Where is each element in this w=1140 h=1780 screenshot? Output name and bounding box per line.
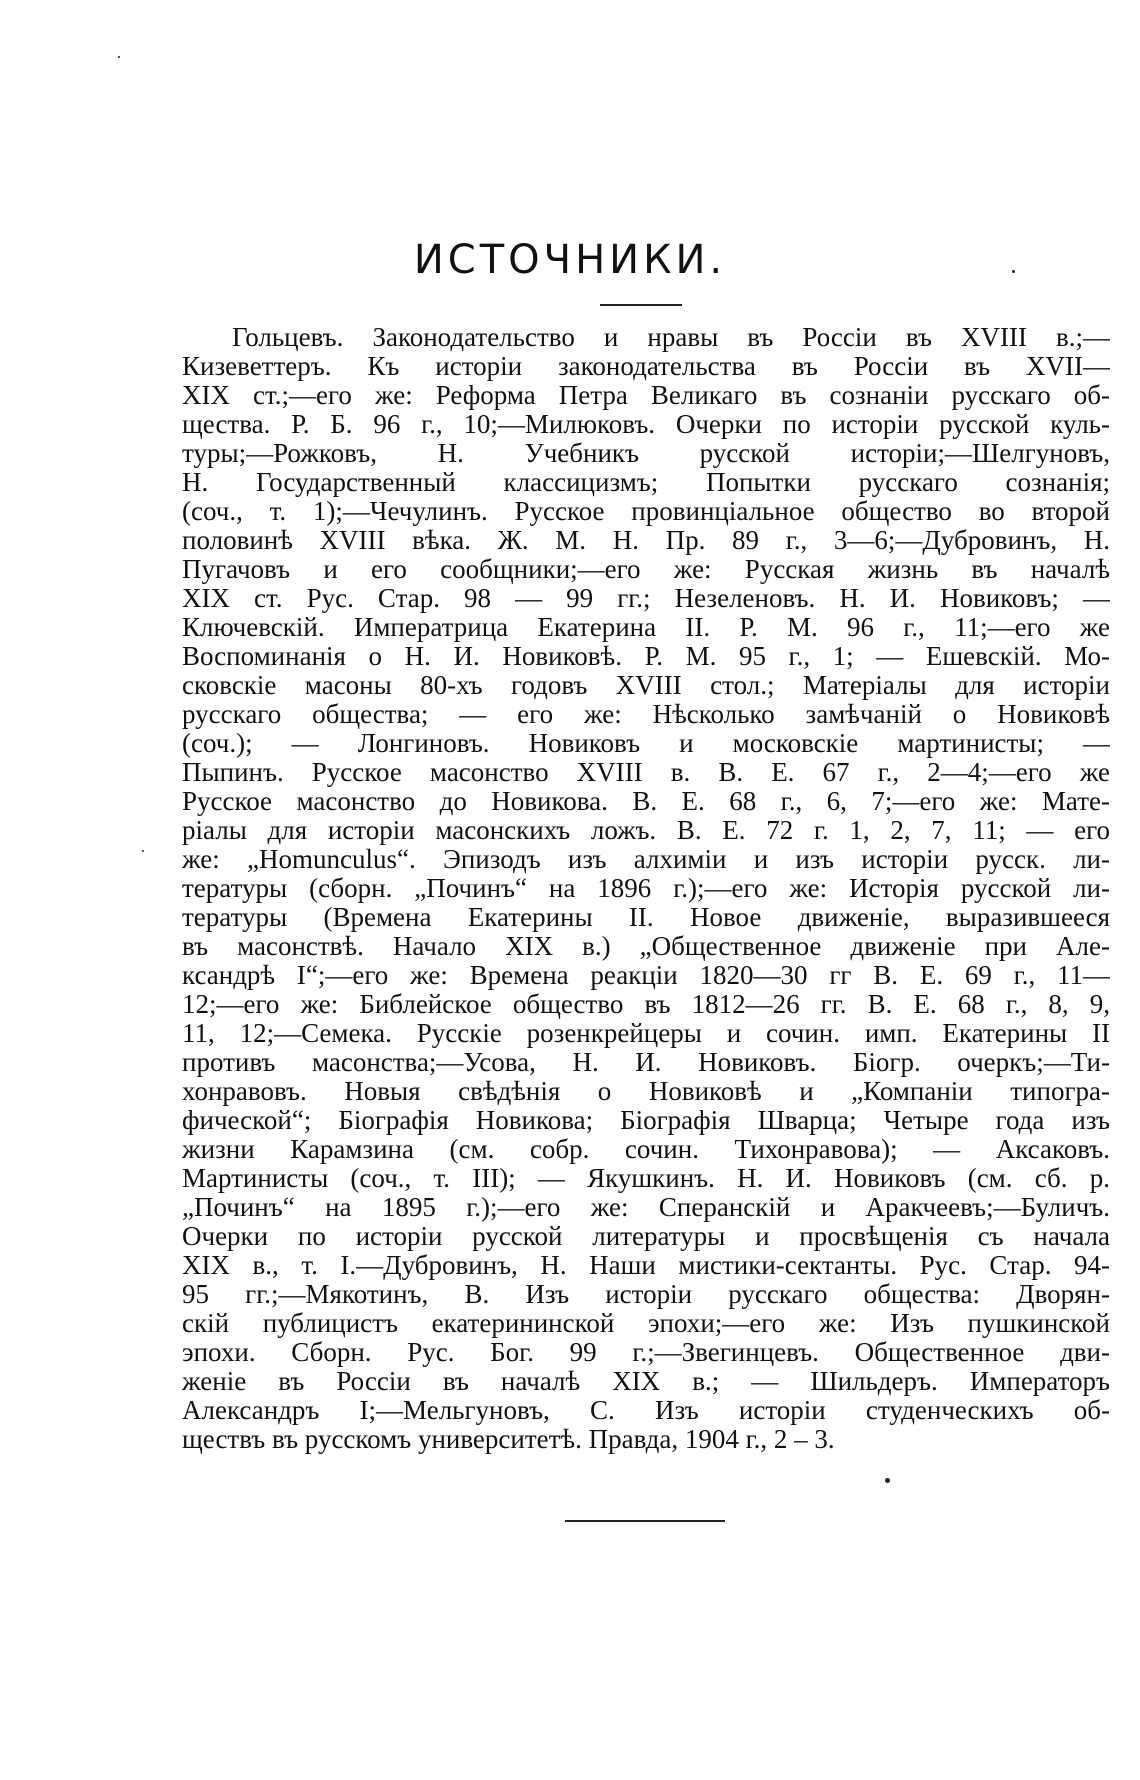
text-line: „Починъ“ на 1895 г.);—его же: Сперанскій и Аракчеевъ;—Буличъ. — [182, 1192, 1110, 1222]
text-line: ществъ въ русскомъ университетѣ. Правда, 1904 г., 2 – 3. — [182, 1424, 835, 1454]
closing-rule — [565, 1520, 725, 1522]
text-line: Кизеветтеръ. Къ исторіи законодательства въ Россіи въ XVII— — [182, 351, 1110, 381]
text-line: Н. Государственный классицизмъ; Попытки русскаго сознанія; — [182, 467, 1110, 497]
text-line: фической“; Біографія Новикова; Біографія Шварца; Четыре года изъ — [182, 1105, 1110, 1135]
text-line: Пыпинъ. Русское масонство XVIII в. В. Е. 67 г., 2—4;—его же — [182, 757, 1110, 787]
text-line: Ключевскій. Императрица Екатерина II. Р. М. 96 г., 11;—его же — [182, 612, 1110, 642]
print-speck — [142, 850, 144, 852]
text-line: скій публицистъ екатерининской эпохи;—его же: Изъ пушкинской — [182, 1308, 1110, 1338]
print-speck — [118, 56, 120, 58]
text-line: Воспоминанія о Н. И. Новиковѣ. Р. М. 95 г., 1; — Ешевскій. Мо- — [182, 641, 1110, 671]
text-line: щества. Р. Б. 96 г., 10;—Милюковъ. Очерки по исторіи русской куль- — [182, 409, 1110, 439]
text-line: противъ масонства;—Усова, Н. И. Новиковъ. Біогр. очеркъ;—Ти- — [182, 1047, 1110, 1077]
text-line: Русское масонство до Новикова. В. Е. 68 г., 6, 7;—его же: Мате- — [182, 786, 1110, 816]
text-line: туры;—Рожковъ, Н. Учебникъ русской исторіи;—Шелгуновъ, — [182, 438, 1110, 468]
text-line: 11, 12;—Семека. Русскіе розенкрейцеры и сочин. имп. Екатерины II — [182, 1018, 1110, 1048]
text-line: (соч.); — Лонгиновъ. Новиковъ и московскіе мартинисты; — — [182, 728, 1110, 758]
text-line: 95 гг.;—Мякотинъ, В. Изъ исторіи русскаго общества: Дворян- — [182, 1279, 1110, 1309]
text-line: ріалы для исторіи масонскихъ ложъ. В. Е. 72 г. 1, 2, 7, 11; — его — [182, 815, 1110, 845]
text-line: 12;—его же: Библейское общество въ 1812—26 гг. В. Е. 68 г., 8, 9, — [182, 989, 1110, 1019]
text-line: Гольцевъ. Законодательство и нравы въ Россіи въ XVIII в.;— — [232, 322, 1110, 352]
text-line: тературы (сборн. „Починъ“ на 1896 г.);—его же: Исторія русской ли- — [182, 873, 1110, 903]
text-line: сковскіе масоны 80-хъ годовъ XVIII стол.; Матеріалы для исторіи — [182, 670, 1110, 700]
text-line: XIX ст.;—его же: Реформа Петра Великаго въ сознаніи русскаго об- — [182, 380, 1110, 410]
text-line: хонравовъ. Новыя свѣдѣнія о Новиковѣ и „Компаніи типогра- — [182, 1076, 1110, 1106]
text-line: русскаго общества; — его же: Нѣсколько замѣчаній о Новиковѣ — [182, 699, 1110, 729]
bibliography-paragraph — [0, 322, 1140, 1454]
text-line: Пугачовъ и его сообщники;—его же: Русская жизнь въ началѣ — [182, 554, 1110, 584]
text-line: жизни Карамзина (см. собр. сочин. Тихонравова); — Аксаковъ. — [182, 1134, 1110, 1164]
text-line: женіе въ Россіи въ началѣ XIX в.; — Шильдеръ. Императоръ — [182, 1366, 1110, 1396]
text-line: тературы (Времена Екатерины II. Новое движеніе, выразившееся — [182, 902, 1110, 932]
text-line: (соч., т. 1);—Чечулинъ. Русское провинціальное общество во второй — [182, 496, 1110, 526]
text-line: XIX ст. Рус. Стар. 98 — 99 гг.; Незеленовъ. Н. И. Новиковъ; — — [182, 583, 1110, 613]
page-title: ИСТОЧНИКИ. — [413, 237, 727, 283]
text-line: же: „Homunculus“. Эпизодъ изъ алхиміи и изъ исторіи русск. ли- — [182, 844, 1110, 874]
text-line: ксандрѣ I“;—его же: Времена реакціи 1820—30 гг В. Е. 69 г., 11— — [182, 960, 1110, 990]
text-line: Александръ I;—Мельгуновъ, С. Изъ исторіи студенческихъ об- — [182, 1395, 1110, 1425]
text-line: Очерки по исторіи русской литературы и просвѣщенія съ начала — [182, 1221, 1110, 1251]
print-speck — [1012, 270, 1015, 273]
text-line: эпохи. Сборн. Рус. Бог. 99 г.;—Звегинцевъ. Общественное дви- — [182, 1337, 1110, 1367]
text-line: XIX в., т. I.—Дубровинъ, Н. Наши мистики-сектанты. Рус. Стар. 94- — [182, 1250, 1110, 1280]
title-underline — [600, 304, 682, 306]
text-line: въ масонствѣ. Начало XIX в.) „Общественное движеніе при Але- — [182, 931, 1110, 961]
print-speck — [885, 1478, 890, 1483]
text-line: половинѣ XVIII вѣка. Ж. М. Н. Пр. 89 г., 3—6;—Дубровинъ, Н. — [182, 525, 1110, 555]
text-line: Мартинисты (соч., т. III); — Якушкинъ. Н. И. Новиковъ (см. сб. р. — [182, 1163, 1110, 1193]
